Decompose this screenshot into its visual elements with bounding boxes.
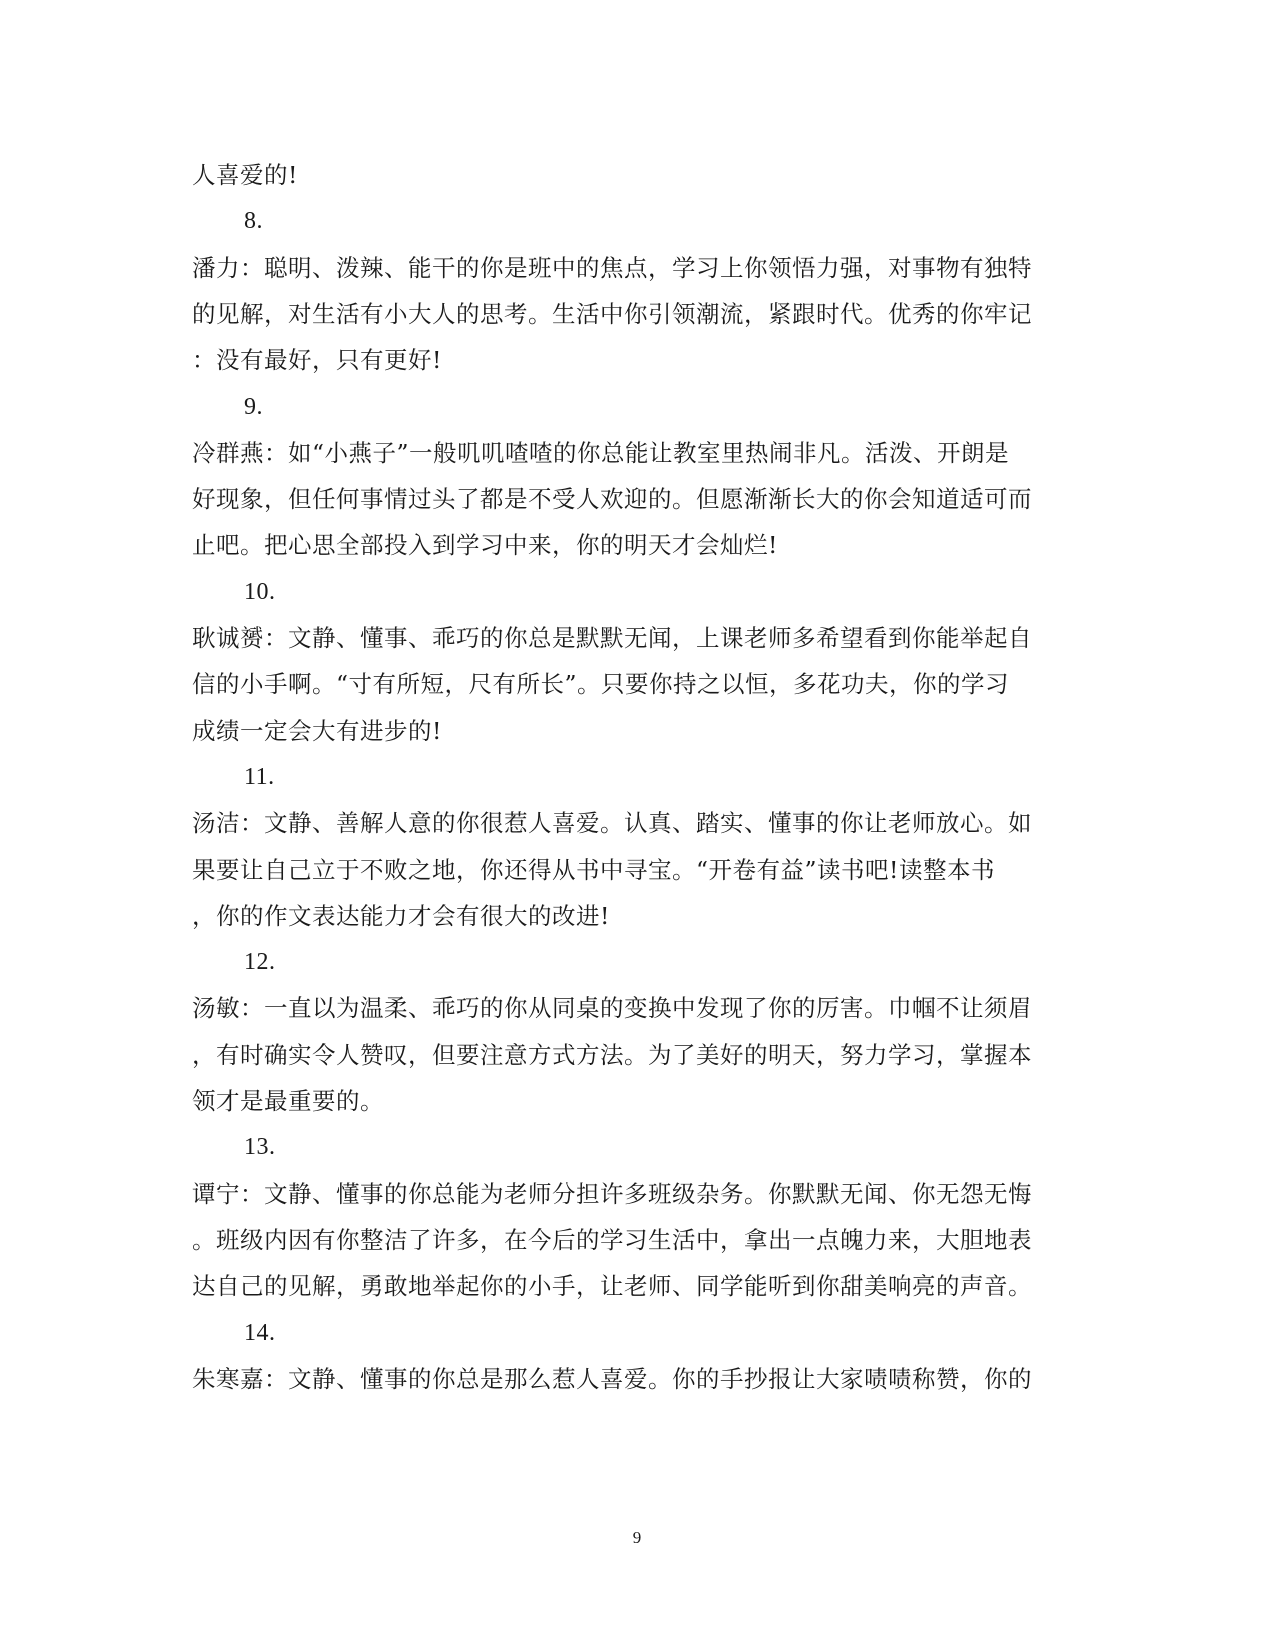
paragraph-line: 止吧。把心思全部投入到学习中来，你的明天才会灿烂! [192,531,778,560]
paragraph-line: 成绩一定会大有进步的! [192,716,442,745]
paragraph-line: 耿诚赟：文静、懂事、乖巧的你总是默默无闻，上课老师多希望看到你能举起自 [192,624,1032,652]
item-number: 13. [244,1134,276,1161]
item-number: 12. [244,949,276,976]
paragraph-line: 领才是最重要的。 [192,1087,384,1115]
paragraph-line: 潘力：聪明、泼辣、能干的你是班中的焦点，学习上你领悟力强，对事物有独特 [192,253,1032,282]
item-number: 14. [244,1319,276,1346]
paragraph-line: 谭宁：文静、懂事的你总能为老师分担许多班级杂务。你默默无闻、你无怨无悔 [192,1179,1032,1208]
paragraph-line: ，有时确实令人赞叹，但要注意方式方法。为了美好的明天，努力学习，掌握本 [192,1040,1032,1069]
item-number: 10. [244,578,276,605]
paragraph-line: 朱寒嘉：文静、懂事的你总是那么惹人喜爱。你的手抄报让大家啧啧称赞，你的 [192,1364,1032,1393]
item-number: 9. [244,393,263,420]
paragraph-line: 。班级内因有你整洁了许多，在今后的学习生活中，拿出一点魄力来，大胆地表 [192,1225,1032,1254]
page-number: 9 [632,1528,642,1547]
paragraph-line: 的见解，对生活有小大人的思考。生活中你引领潮流，紧跟时代。优秀的你牢记 [192,299,1032,328]
paragraph-line: 人喜爱的! [192,161,298,189]
paragraph-line: ：没有最好，只有更好! [192,346,442,375]
paragraph-line: ，你的作文表达能力才会有很大的改进! [192,901,610,930]
paragraph-line: 达自己的见解，勇敢地举起你的小手，让老师、同学能听到你甜美响亮的声音。 [192,1272,1032,1301]
paragraph-line: 汤洁：文静、善解人意的你很惹人喜爱。认真、踏实、懂事的你让老师放心。如 [192,809,1032,838]
paragraph-line: 汤敏：一直以为温柔、乖巧的你从同桌的变换中发现了你的厉害。巾帼不让须眉 [192,994,1032,1023]
paragraph-line: 好现象，但任何事情过头了都是不受人欢迎的。但愿渐渐长大的你会知道适可而 [192,485,1032,514]
item-number: 11. [244,763,275,790]
paragraph-line: 冷群燕：如“小燕子”一般叽叽喳喳的你总能让教室里热闹非凡。活泼、开朗是 [192,438,1010,467]
item-number: 8. [244,208,263,235]
paragraph-line: 果要让自己立于不败之地，你还得从书中寻宝。“开卷有益”读书吧!读整本书 [192,855,995,884]
paragraph-line: 信的小手啊。“寸有所短，尺有所长”。只要你持之以恒，多花功夫，你的学习 [192,670,1010,699]
